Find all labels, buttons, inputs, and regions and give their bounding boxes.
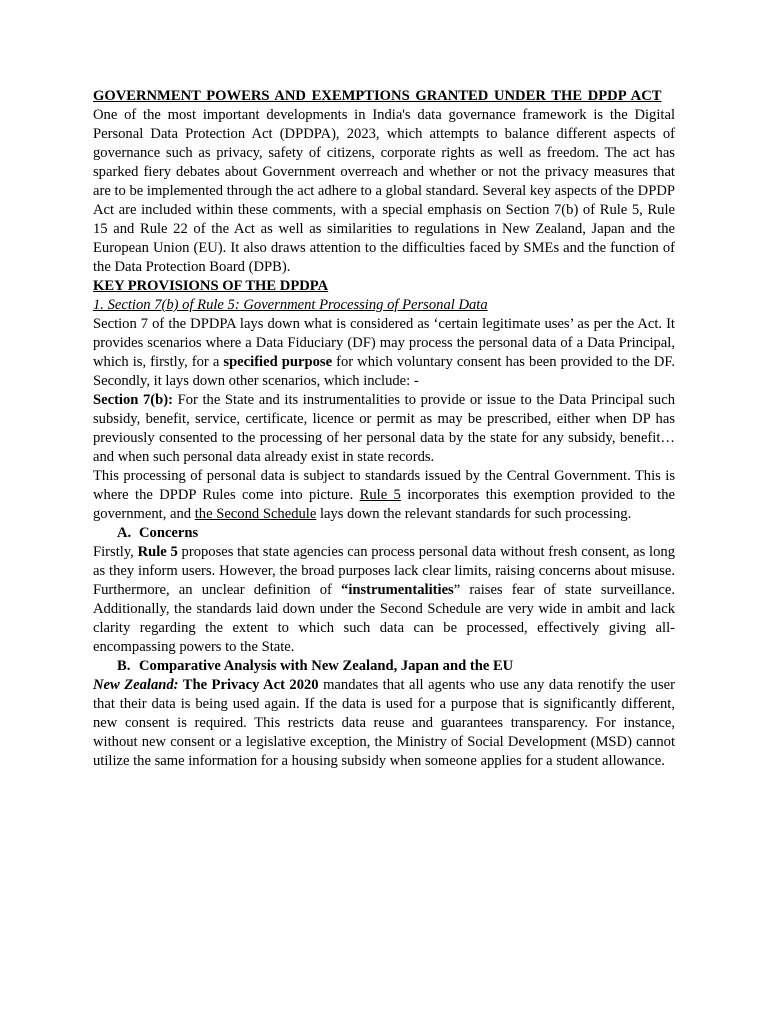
concerns-marker: A. xyxy=(117,525,132,541)
processing-text-3: lays down the relevant standards for such processing. xyxy=(316,506,632,522)
second-schedule-link[interactable]: the Second Schedule xyxy=(194,506,317,522)
key-provisions-heading: KEY PROVISIONS OF THE DPDPA xyxy=(93,278,329,294)
processing-text-1: This processing of personal data is subject to standards issued by the Central Government. This is where the DPDP Rules come into picture. xyxy=(93,468,675,503)
document-page xyxy=(93,86,675,771)
intro-paragraph: One of the most important developments in India's data governance framework is the Digital Personal Data Protection Act (DPDPA), 2023, which attempts to balance different aspects of governance such as privacy, safety of citizens, corporate rights as well as freedom. The act has sparked fiery debates about Government overreach and whether or not the privacy measures that are to be implemented through the act adhere to a global standard. Several key aspects of the DPDP Act are included within these comments, with a special emphasis on Section 7(b) of Rule 5, Rule 15 and Rule 22 of the Act as well as similarities to regulations in New Zealand, Japan and the European Union (EU). It also draws attention to the difficulties faced by SMEs and the function of the Data Protection Board (DPB). xyxy=(93,107,675,275)
section-heading: 1. Section 7(b) of Rule 5: Government Processing of Personal Data xyxy=(93,297,488,313)
new-zealand-paragraph xyxy=(93,676,675,771)
concerns-heading xyxy=(93,524,675,543)
new-zealand-text: mandates that all agents who use any data renotify the user that their data is being used again. If the data is used for a purpose that is significantly different, new consent is required. This restricts data reuse and guarantees transparency. For instance, without new consent or a legislative exception, the Ministry of Social Development (MSD) cannot utilize the same information for a housing subsidy when someone applies for a student allowance. xyxy=(93,677,675,769)
new-zealand-label: New Zealand: xyxy=(93,677,179,693)
comparative-heading-label: Comparative Analysis with New Zealand, Japan and the EU xyxy=(139,658,514,674)
comparative-heading xyxy=(93,657,675,676)
privacy-act-bold: The Privacy Act 2020 xyxy=(178,677,319,693)
concerns-heading-label: Concerns xyxy=(139,525,199,541)
section7-paragraph xyxy=(93,315,675,391)
rule5-bold: Rule 5 xyxy=(137,544,178,560)
section7-text-after: for which voluntary consent has been provided to the DF. Secondly, it lays down other scenarios, which include: - xyxy=(93,354,675,389)
section7-text-before: Section 7 of the DPDPA lays down what is considered as ‘certain legitimate uses’ as per the Act. It provides scenarios where a Data Fiduciary (DF) may process the personal data of a Data Principal, which is, firstly, for a xyxy=(93,316,675,370)
specified-purpose-text: specified purpose xyxy=(223,354,333,370)
section7b-paragraph xyxy=(93,391,675,467)
comparative-marker: B. xyxy=(117,658,131,674)
section7b-label: Section 7(b): xyxy=(93,392,173,408)
concerns-text-1: Firstly, xyxy=(93,544,138,560)
instrumentalities-bold: “instrumentalities xyxy=(341,582,454,598)
rule5-link[interactable]: Rule 5 xyxy=(359,487,401,503)
document-title: GOVERNMENT POWERS AND EXEMPTIONS GRANTED UNDER THE DPDP ACT xyxy=(93,88,662,104)
processing-text-2: incorporates this exemption provided to the government, and xyxy=(93,487,675,522)
section7b-text: For the State and its instrumentalities to provide or issue to the Data Principal such subsidy, benefit, service, certificate, licence or permit as may be prescribed, either when DP has previously consented to the processing of her personal data by the state for any subsidy, benefit…and when such personal data already exist in state records. xyxy=(93,392,675,465)
concerns-text-3: ” raises fear of state surveillance. Additionally, the standards laid down under the Second Schedule are very wide in ambit and lack clarity regarding the extent to which such data can be processed, effectively giving all-encompassing powers to the State. xyxy=(93,582,675,655)
processing-paragraph xyxy=(93,467,675,524)
concerns-text-2: proposes that state agencies can process personal data without fresh consent, as long as they inform users. However, the broad purposes lack clear limits, raising concerns about misuse. Furthermore, an unclear definition of xyxy=(93,544,675,598)
concerns-paragraph xyxy=(93,543,675,657)
